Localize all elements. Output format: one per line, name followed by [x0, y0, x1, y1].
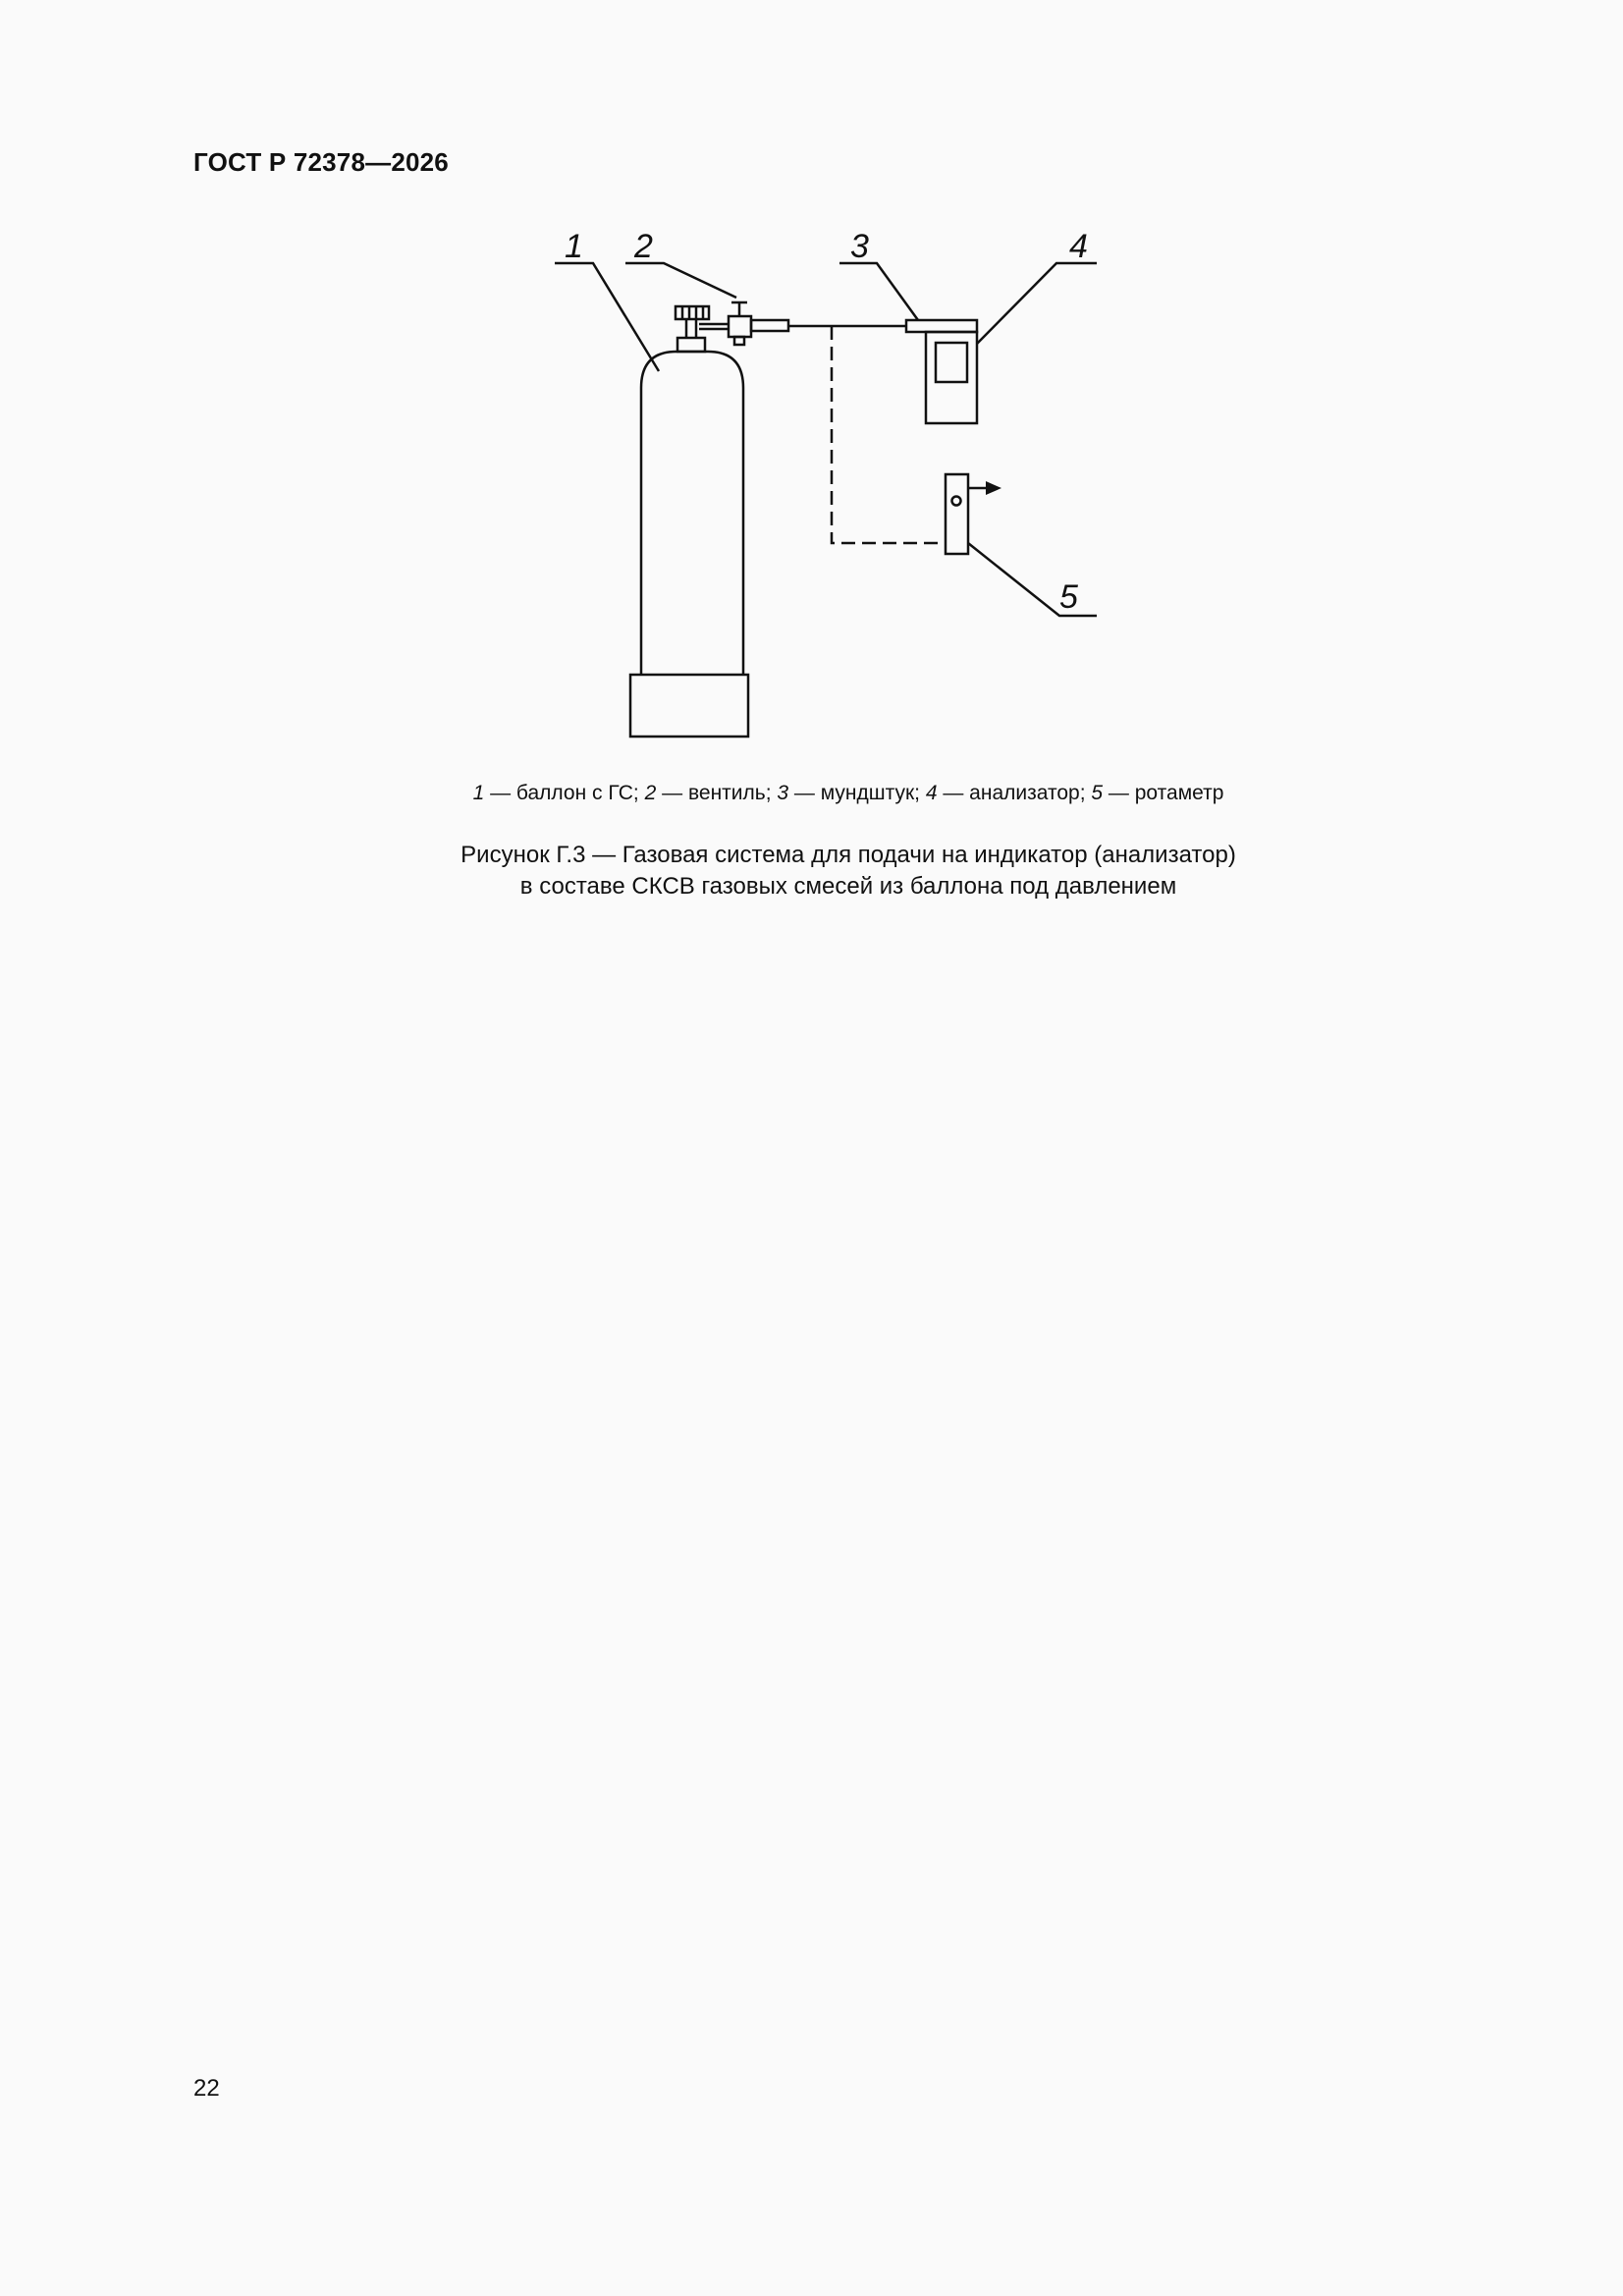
figure-legend: [0, 782, 1623, 805]
leader-4: [977, 263, 1097, 344]
rotameter-float: [952, 497, 961, 506]
legend-num-3: 3: [777, 782, 789, 804]
legend-text-5: — ротаметр: [1103, 782, 1224, 804]
document-header: ГОСТ Р 72378—2026: [193, 147, 449, 177]
analyzer-body: [926, 332, 977, 423]
regulator-valve: [729, 316, 751, 337]
cylinder-body: [641, 352, 743, 675]
rotameter-body: [946, 474, 968, 554]
dashed-branch: [832, 326, 946, 543]
caption-line-1: Рисунок Г.3 — Газовая система для подачи на индикатор (анализатор): [460, 842, 1236, 868]
analyzer-display: [936, 343, 967, 382]
gas-system-figure: [0, 0, 1623, 786]
legend-text-1: — баллон с ГС;: [484, 782, 645, 804]
caption-line-2: в составе СКСВ газовых смесей из баллона под давлением: [519, 873, 1177, 900]
cylinder-neck: [677, 338, 705, 352]
legend-num-5: 5: [1091, 782, 1104, 804]
legend-text-3: — мундштук;: [788, 782, 926, 804]
callout-3: 3: [850, 228, 869, 265]
legend-num-4: 4: [925, 782, 938, 804]
callout-5: 5: [1059, 578, 1078, 616]
legend-text-4: — анализатор;: [937, 782, 1092, 804]
leader-2: [625, 263, 736, 298]
cylinder-base: [630, 675, 748, 737]
page-number: 22: [193, 2075, 220, 2102]
leader-3: [839, 263, 918, 320]
legend-num-1: 1: [472, 782, 485, 804]
callout-2: 2: [634, 228, 653, 265]
figure-caption: [0, 840, 1623, 902]
callout-1: 1: [565, 228, 583, 265]
legend-text-2: — вентиль;: [656, 782, 778, 804]
leader-1: [555, 263, 659, 371]
legend-num-2: 2: [644, 782, 657, 804]
callout-4: 4: [1069, 228, 1088, 265]
outlet-arrow-icon: [986, 481, 1001, 495]
mouthpiece: [906, 320, 977, 332]
